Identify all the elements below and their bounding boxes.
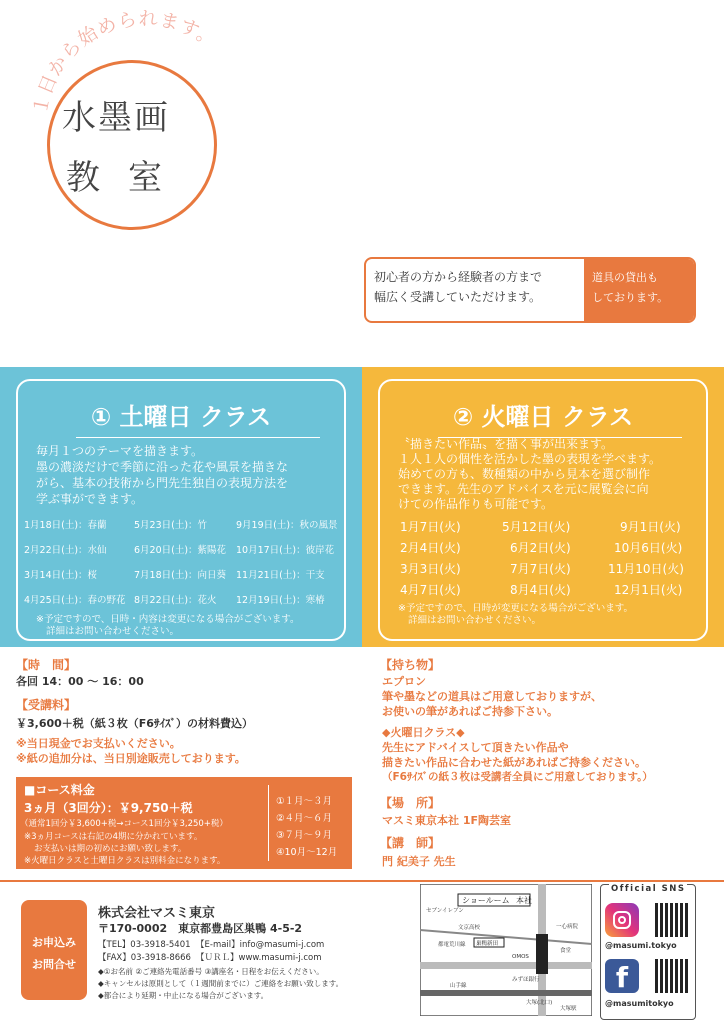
map-otsuka: 大塚(北口) bbox=[526, 1000, 553, 1006]
tuesday-belongings-heading: ◆火曜日クラス◆ bbox=[382, 726, 465, 739]
belongings-line-1: エプロン bbox=[382, 675, 426, 688]
apply-contact-badge bbox=[21, 900, 87, 1000]
fee-note-2: ※紙の追加分は、当日別途販売しております。 bbox=[16, 752, 246, 765]
station-block bbox=[536, 934, 548, 974]
schedule-item: 4月25日(土)：春の野花 bbox=[24, 595, 126, 606]
page-title-line2: 教室 bbox=[66, 158, 190, 198]
instagram-qr-code[interactable] bbox=[655, 903, 689, 937]
page-title-line1: 水墨画 bbox=[62, 98, 170, 138]
schedule-item: 1月18日(土)：春蘭 bbox=[24, 520, 107, 531]
tuesday-note-1: ※予定ですので、日時が変更になる場合がございます。 bbox=[398, 603, 634, 614]
schedule-item: 3月14日(土)：桜 bbox=[24, 570, 98, 581]
tuesday-belongings-1: 先生にアドバイスして頂きたい作品や bbox=[382, 741, 569, 754]
map-mizuho: みずほ銀行 bbox=[512, 977, 540, 983]
tuesday-class-panel bbox=[362, 367, 724, 647]
schedule-item: 7月18日(土)：向日葵 bbox=[134, 570, 227, 581]
tuesday-description bbox=[398, 437, 698, 512]
map-yamate: 山手線 bbox=[450, 983, 467, 989]
course-period: ①１月〜３月 bbox=[276, 796, 333, 807]
course-note-2: お支払いは期の初めにお願い致します。 bbox=[34, 844, 187, 854]
intro-text-2: 幅広く受講していただけます。 bbox=[374, 290, 542, 304]
course-price: 3ヵ月（3回分）：￥9,750＋税 bbox=[24, 801, 193, 815]
schedule-item: 3月3日(火) bbox=[400, 562, 461, 576]
schedule-item: 10月6日(火) bbox=[614, 541, 683, 555]
instagram-icon[interactable] bbox=[605, 903, 639, 937]
course-heading: ■コース料金 bbox=[24, 783, 95, 797]
tuesday-desc-line: １人１人の個性を活かした墨の表現を学べます。 bbox=[398, 452, 662, 466]
road bbox=[420, 962, 592, 969]
divider bbox=[76, 437, 320, 438]
saturday-note-1: ※予定ですので、日時・内容は変更になる場合がございます。 bbox=[36, 614, 300, 625]
apply-label: お申込み bbox=[32, 936, 76, 949]
company-tel: 【TEL】03-3918-5401 bbox=[98, 940, 191, 950]
access-map bbox=[420, 884, 592, 1016]
contact-label: お問合せ bbox=[32, 958, 76, 971]
place-value: マスミ東京本社 1F陶芸室 bbox=[382, 814, 511, 827]
schedule-item: 12月19日(土)：寒椿 bbox=[236, 595, 325, 606]
map-bunkyo: 文京高校 bbox=[458, 925, 481, 931]
map-showroom: ショールーム bbox=[462, 896, 510, 905]
course-note-1: ※3ヵ月コースは右記の4期に分かれています。 bbox=[24, 832, 203, 842]
map-otsuka-station: 大塚駅 bbox=[560, 1006, 577, 1012]
map-shokudo: 食堂 bbox=[560, 948, 572, 954]
company-url[interactable]: 【ＵＲＬ】www.masumi-j.com bbox=[196, 953, 322, 963]
schedule-item: 12月1日(火) bbox=[614, 583, 683, 597]
company-email[interactable]: 【E-mail】info@masumi-j.com bbox=[196, 940, 325, 950]
map-honsha: 本社 bbox=[516, 896, 532, 905]
map-omos: OMOS bbox=[512, 954, 529, 960]
facebook-icon[interactable]: f bbox=[605, 959, 639, 993]
divider bbox=[268, 785, 269, 861]
saturday-desc-line: 毎月１つのテーマを描きます。 bbox=[36, 444, 204, 458]
schedule-item: 11月10日(火) bbox=[608, 562, 684, 576]
schedule-item: 2月4日(火) bbox=[400, 541, 461, 555]
intro-rental-1: 道具の貸出も bbox=[592, 271, 658, 284]
schedule-item: 7月7日(火) bbox=[510, 562, 571, 576]
tuesday-desc-line: けての作品作りも可能です。 bbox=[398, 497, 554, 511]
schedule-item: 6月20日(土)：紫陽花 bbox=[134, 545, 227, 556]
place-heading: 【場 所】 bbox=[380, 796, 441, 810]
footer-note-3: ◆都合により延期・中止になる場合がございます。 bbox=[98, 991, 269, 1000]
time-value: 各回 14：00 〜 16：00 bbox=[16, 675, 144, 688]
tuesday-desc-line: 〝描きたい作品〟を描く事が出来ます。 bbox=[398, 437, 614, 451]
company-address: 〒170-0002 東京都豊島区巣鴨 4-5-2 bbox=[98, 922, 303, 935]
course-period: ②４月〜６月 bbox=[276, 813, 333, 824]
footer-divider bbox=[0, 880, 724, 882]
saturday-desc-line: がら、基本の技術から門先生独自の表現方法を bbox=[36, 476, 289, 490]
tuesday-desc-line: できます。先生のアドバイスを元に展覧会に向 bbox=[398, 482, 649, 496]
course-period: ④10月〜12月 bbox=[276, 847, 338, 858]
time-heading: 【時 間】 bbox=[16, 658, 77, 672]
facebook-handle[interactable]: @masumitokyo bbox=[605, 999, 674, 1008]
belongings-heading: 【持ち物】 bbox=[380, 658, 441, 672]
teacher-value: 門 紀美子 先生 bbox=[382, 855, 456, 868]
belongings-line-3: お使いの筆があればご持参下さい。 bbox=[382, 705, 558, 718]
schedule-item: 2月22日(土)：水仙 bbox=[24, 545, 107, 556]
facebook-qr-code[interactable] bbox=[655, 959, 689, 993]
course-detail: （通常1回分￥3,600+税→コース1回分￥3,250+税） bbox=[20, 819, 228, 829]
course-periods bbox=[276, 793, 337, 861]
tuesday-belongings-3: （F6ｻｲｽﾞの紙３枚は受講者全員にご用意しております。） bbox=[382, 771, 653, 783]
schedule-item: 11月21日(土)：干支 bbox=[236, 570, 325, 581]
sns-heading: Official SNS bbox=[611, 884, 686, 894]
sns-box bbox=[600, 884, 696, 1020]
course-note-3: ※火曜日クラスと土曜日クラスは別料金になります。 bbox=[24, 856, 226, 866]
tuesday-class-title: ② 火曜日 クラス bbox=[452, 403, 634, 431]
saturday-desc-line: 墨の濃淡だけで季節に沿った花や風景を描きな bbox=[36, 460, 289, 474]
tuesday-belongings-2: 描きたい作品に合わせた紙があればご持参ください。 bbox=[382, 756, 646, 769]
rail-line bbox=[420, 990, 592, 996]
fee-heading: 【受講料】 bbox=[16, 698, 77, 712]
intro-text-1: 初心者の方から経験者の方まで bbox=[374, 270, 543, 284]
fee-note-1: ※当日現金でお支払いください。 bbox=[16, 737, 181, 750]
schedule-item: 1月7日(火) bbox=[400, 520, 461, 534]
schedule-item: 9月1日(火) bbox=[620, 520, 681, 534]
map-seven: セブンイレブン bbox=[426, 908, 464, 914]
schedule-item: 9月19日(土)：秋の風景 bbox=[236, 520, 338, 531]
saturday-class-title: ① 土曜日 クラス bbox=[90, 403, 272, 431]
belongings-line-2: 筆や墨などの道具はご用意しておりますが、 bbox=[382, 690, 602, 703]
title-circle bbox=[47, 60, 217, 230]
intro-rental-2: しております。 bbox=[592, 291, 669, 304]
schedule-item: 5月12日(火) bbox=[502, 520, 571, 534]
saturday-class-panel bbox=[0, 367, 362, 647]
company-fax: 【FAX】03-3918-8666 bbox=[98, 953, 191, 963]
schedule-item: 4月7日(火) bbox=[400, 583, 461, 597]
footer-note-2: ◆キャンセルは原則として（１週間前までに）ご連絡をお願い致します。 bbox=[98, 979, 344, 988]
arc-tagline-text: １日から始められます。 bbox=[29, 7, 222, 117]
company-name: 株式会社マスミ東京 bbox=[98, 906, 216, 921]
tuesday-note-2: 詳細はお問い合わせください。 bbox=[408, 615, 542, 626]
map-ichishin: 一心病院 bbox=[556, 924, 579, 930]
course-period: ③７月〜９月 bbox=[276, 830, 333, 841]
intro-box bbox=[364, 257, 696, 323]
schedule-item: 6月2日(火) bbox=[510, 541, 571, 555]
teacher-heading: 【講 師】 bbox=[380, 836, 441, 850]
map-sugamo-shinden: 巣鴨新田 bbox=[476, 941, 499, 947]
schedule-item: 10月17日(土)：彼岸花 bbox=[236, 545, 335, 556]
saturday-desc-line: 学ぶ事ができます。 bbox=[36, 492, 144, 506]
saturday-note-2: 詳細はお問い合わせください。 bbox=[46, 626, 180, 637]
saturday-description bbox=[36, 443, 336, 507]
course-fee-box bbox=[16, 777, 352, 869]
tuesday-desc-line: 始めての方も、数種類の中から見本を選び制作 bbox=[398, 467, 651, 481]
schedule-item: 8月4日(火) bbox=[510, 583, 571, 597]
map-toshima: 都電荒川線 bbox=[438, 942, 466, 948]
fee-value: ￥3,600＋税（紙３枚（F6ｻｲｽﾞ）の材料費込） bbox=[16, 717, 253, 730]
footer-note-1: ◆①お名前 ②ご連絡先電話番号 ③講座名・日程をお伝えください。 bbox=[98, 967, 324, 976]
schedule-item: 5月23日(土)：竹 bbox=[134, 520, 208, 531]
instagram-handle[interactable]: @masumi.tokyo bbox=[605, 941, 677, 950]
schedule-item: 8月22日(土)：花火 bbox=[134, 595, 217, 606]
